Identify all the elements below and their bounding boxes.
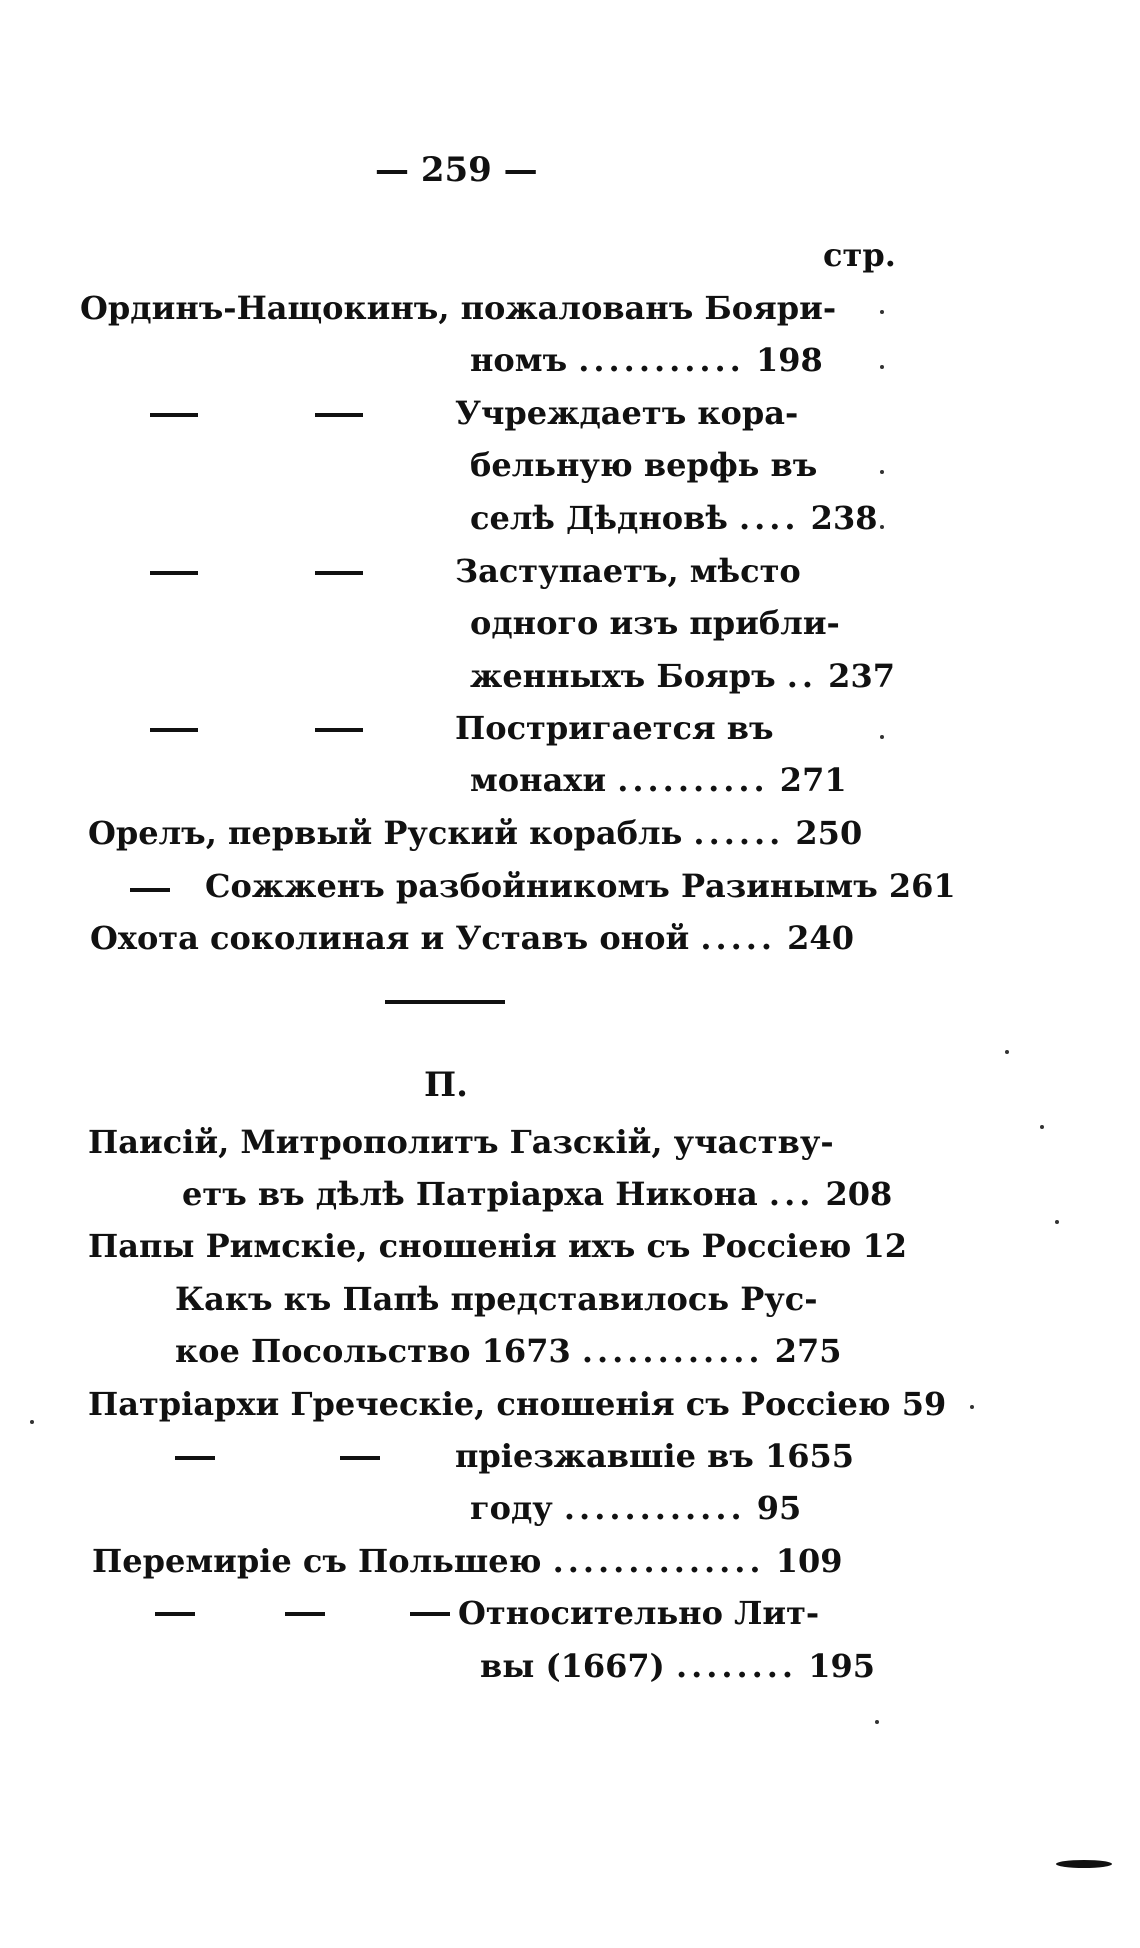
ditto-dash	[410, 1612, 450, 1616]
entry-text: Патріархи Греческіе, сношенія съ Россіею	[88, 1385, 891, 1423]
section-divider	[385, 1000, 505, 1004]
entry-text: Относительно Лит-	[458, 1594, 820, 1632]
page-ref: 275	[774, 1332, 842, 1370]
page-ref: 240	[787, 919, 854, 957]
entry-text: Орелъ, первый Руский корабль	[88, 814, 683, 852]
scan-speck	[1005, 1050, 1009, 1054]
column-label: стр.	[823, 236, 896, 274]
ditto-dash	[315, 571, 363, 575]
entry-text: Охота соколиная и Уставъ оной	[90, 919, 690, 957]
index-entry	[455, 698, 774, 758]
scan-speck	[1040, 1125, 1044, 1129]
leader-dots: ............	[581, 1332, 764, 1370]
index-entry	[470, 1478, 801, 1538]
page-ref: 250	[795, 814, 863, 852]
ditto-dash	[340, 1456, 380, 1460]
ink-mark	[1056, 1860, 1112, 1868]
entry-text: пріезжавшіе въ 1655	[455, 1437, 855, 1475]
index-entry	[458, 1583, 819, 1643]
entry-text: Ординъ-Нащокинъ, пожалованъ Бояри-	[80, 289, 837, 327]
leader-dots: ..............	[552, 1542, 765, 1580]
index-entry	[88, 803, 862, 863]
ditto-dash	[315, 728, 363, 732]
scan-speck	[880, 470, 884, 474]
entry-text: селѣ Дѣдновѣ	[470, 499, 728, 537]
leader-dots: .....	[700, 919, 777, 957]
entry-text: Какъ къ Папѣ представилось Рус-	[175, 1280, 818, 1318]
entry-text: одного изъ прибли-	[470, 604, 840, 642]
page-ref: 237	[828, 657, 895, 695]
scan-speck	[880, 365, 884, 369]
index-entry	[470, 488, 877, 548]
ditto-dash	[150, 728, 198, 732]
scan-speck	[880, 310, 884, 314]
ditto-dash	[175, 1456, 215, 1460]
scan-speck	[970, 1405, 974, 1409]
leader-dots: ........	[675, 1647, 798, 1685]
page-ref: 198	[755, 341, 823, 379]
page-ref: 261	[888, 867, 956, 905]
entry-text: бельную верфь въ	[470, 446, 818, 484]
scan-speck	[1055, 1220, 1059, 1224]
entry-text: женныхъ Бояръ	[470, 657, 776, 695]
page-ref: 238	[810, 499, 878, 537]
entry-text: етъ въ дѣлѣ Патріарха Никона	[182, 1175, 758, 1213]
entry-text: Паисій, Митрополитъ Газскій, участву-	[88, 1123, 834, 1161]
index-entry	[92, 1531, 843, 1591]
section-letter: П.	[424, 1065, 468, 1105]
index-entry	[470, 330, 823, 390]
entry-text: Заступаетъ, мѣсто	[455, 552, 801, 590]
ditto-dash	[150, 413, 198, 417]
index-entry	[88, 1374, 946, 1434]
leader-dots: ....	[738, 499, 800, 537]
index-entry	[455, 1426, 854, 1486]
entry-text: вы (1667)	[480, 1647, 665, 1685]
entry-text: Учреждаетъ кора-	[455, 394, 799, 432]
page-ref: 109	[775, 1542, 843, 1580]
scan-speck	[880, 525, 884, 529]
page-ref: 59	[901, 1385, 947, 1423]
ditto-dash	[150, 571, 198, 575]
entry-text: кое Посольство 1673	[175, 1332, 571, 1370]
ditto-dash	[155, 1612, 195, 1616]
ditto-dash	[315, 413, 363, 417]
index-entry	[175, 1321, 841, 1381]
leader-dots: ...	[768, 1175, 815, 1213]
scan-speck	[875, 1720, 879, 1724]
page-ref: 195	[808, 1647, 875, 1685]
page-ref: 95	[756, 1489, 802, 1527]
index-entry	[80, 278, 836, 338]
index-entry	[205, 856, 956, 916]
entry-text: Постригается въ	[455, 709, 774, 747]
index-entry	[455, 541, 801, 601]
index-entry	[88, 1216, 907, 1276]
ditto-dash	[285, 1612, 325, 1616]
index-entry	[90, 908, 854, 968]
index-entry	[470, 750, 847, 810]
index-entry	[455, 383, 798, 443]
index-entry	[182, 1164, 892, 1224]
leader-dots: ......	[693, 814, 785, 852]
index-entry	[480, 1636, 875, 1696]
leader-dots: ...........	[578, 341, 745, 379]
leader-dots: ..	[786, 657, 818, 695]
entry-text: Папы Римскіе, сношенія ихъ съ Россіею	[88, 1227, 852, 1265]
page-ref: 208	[825, 1175, 893, 1213]
page-ref: 271	[779, 761, 847, 799]
index-entry	[175, 1269, 818, 1329]
index-entry	[470, 435, 817, 495]
scan-speck	[880, 735, 884, 739]
index-entry	[88, 1112, 834, 1172]
page-header: — 259 —	[375, 150, 538, 190]
entry-text: Сожженъ разбойникомъ Разинымъ	[205, 867, 878, 905]
entry-text: году	[470, 1489, 553, 1527]
entry-text: Перемиріе съ Польшею	[92, 1542, 542, 1580]
scan-speck	[30, 1420, 34, 1424]
index-entry	[470, 646, 895, 706]
entry-text: номъ	[470, 341, 568, 379]
leader-dots: ............	[563, 1489, 746, 1527]
leader-dots: ..........	[617, 761, 769, 799]
index-entry	[470, 593, 840, 653]
page-ref: 12	[862, 1227, 907, 1265]
entry-text: монахи	[470, 761, 607, 799]
ditto-dash	[130, 888, 170, 892]
